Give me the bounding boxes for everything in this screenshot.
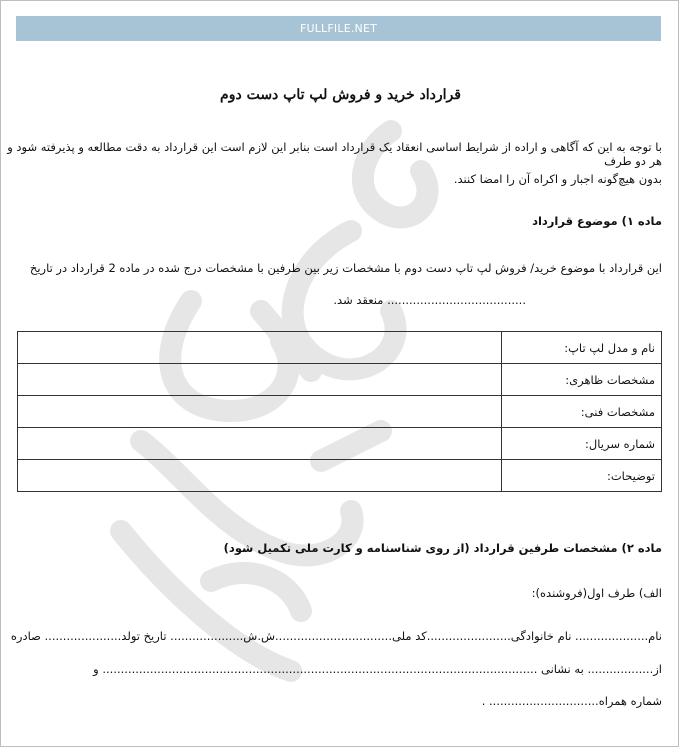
table-value-description[interactable]	[18, 460, 502, 492]
table-row	[18, 332, 662, 364]
intro-paragraph-line-1: با توجه به این که آگاهی و اراده از شرایط اساسی انعقاد یک قرارداد است بنابر این لازم است این قرارداد به دقت مطالعه و پذیرفته شود و هر دو طرف	[7, 140, 662, 168]
table-value-laptop-model[interactable]	[18, 332, 502, 364]
article-2-heading: ماده ۲) مشخصات طرفین قرارداد (از روی شناسنامه و کارت ملی تکمیل شود)	[223, 541, 662, 555]
table-row	[18, 428, 662, 460]
table-label-laptop-model: نام و مدل لپ تاپ:	[502, 332, 662, 364]
intro-paragraph-line-2: بدون هیچ‌گونه اجبار و اکراه آن را امضا کنند.	[453, 172, 662, 186]
table-label-appearance: مشخصات ظاهری:	[502, 364, 662, 396]
table-value-technical-specs[interactable]	[18, 396, 502, 428]
article-1-heading: ماده ۱) موضوع قرارداد	[532, 214, 662, 228]
party-a-line-3: شماره همراه.............................. .	[481, 694, 662, 708]
table-value-serial-number[interactable]	[18, 428, 502, 460]
table-label-serial-number: شماره سریال:	[502, 428, 662, 460]
table-row	[18, 364, 662, 396]
document-title: قرارداد خرید و فروش لپ تاپ دست دوم	[220, 87, 461, 103]
party-a-heading: الف) طرف اول(فروشنده):	[531, 586, 662, 600]
article-1-line-1: این قرارداد با موضوع خرید/ فروش لپ تاپ دست دوم با مشخصات زیر بین طرفین با مشخصات درج شده در ماده 2 قرارداد در تاریخ	[29, 261, 662, 275]
table-value-appearance[interactable]	[18, 364, 502, 396]
table-label-technical-specs: مشخصات فنی:	[502, 396, 662, 428]
site-banner[interactable]: FULLFILE.NET	[16, 16, 661, 41]
laptop-specs-table	[17, 331, 662, 492]
party-a-line-2: از.................. به نشانی ....................................................................................................................... و	[93, 662, 662, 676]
article-1-line-2: ...................................... منعقد شد.	[333, 293, 526, 307]
table-row	[18, 396, 662, 428]
party-a-line-1: نام.................... نام خانوادگی.......................کد ملی................................ش.ش.................... تاریخ تولد..................... صادره	[10, 629, 662, 643]
table-label-description: توضیحات:	[502, 460, 662, 492]
table-row	[18, 460, 662, 492]
